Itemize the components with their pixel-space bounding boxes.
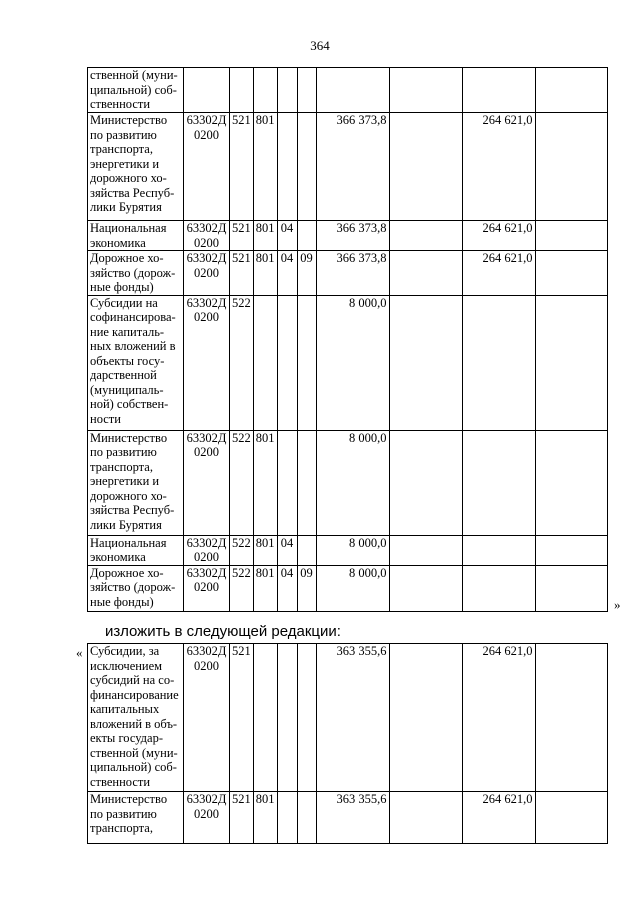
amount-2-cell	[389, 535, 462, 565]
amount-4-cell	[535, 251, 607, 296]
administrator-code-cell	[253, 68, 277, 113]
amount-1-cell	[316, 68, 389, 113]
amount-4-cell	[535, 644, 607, 792]
budget-table-amended	[87, 643, 608, 844]
subsection-cell	[297, 792, 316, 844]
target-article-cell: 63302Д 0200	[184, 295, 230, 430]
section-cell: 04	[277, 221, 297, 251]
row-name-cell: Национальная экономика	[88, 535, 184, 565]
amount-3-cell: 264 621,0	[462, 113, 535, 221]
table-row	[88, 295, 608, 430]
amount-3-cell: 264 621,0	[462, 251, 535, 296]
section-cell	[277, 792, 297, 844]
page-number: 364	[310, 38, 330, 53]
amount-1-cell: 8 000,0	[316, 295, 389, 430]
section-cell: 04	[277, 565, 297, 611]
administrator-code-cell: 801	[253, 251, 277, 296]
administrator-code-cell: 801	[253, 221, 277, 251]
administrator-code-cell: 801	[253, 535, 277, 565]
expense-type-cell: 521	[230, 221, 254, 251]
target-article-cell: 63302Д 0200	[184, 565, 230, 611]
amount-4-cell	[535, 430, 607, 535]
section-cell: 04	[277, 535, 297, 565]
amount-3-cell	[462, 430, 535, 535]
target-article-cell: 63302Д 0200	[184, 644, 230, 792]
expense-type-cell: 522	[230, 535, 254, 565]
subsection-cell	[297, 221, 316, 251]
administrator-code-cell	[253, 644, 277, 792]
amount-2-cell	[389, 565, 462, 611]
administrator-code-cell: 801	[253, 792, 277, 844]
table-row	[88, 792, 608, 844]
row-name-cell: Субсидии на софинансирова-ние капиталь-ных вложений в объекты госу-дарственной (муниципаль-ной) собствен-ности	[88, 295, 184, 430]
administrator-code-cell: 801	[253, 565, 277, 611]
table-row	[88, 68, 608, 113]
amount-1-cell: 366 373,8	[316, 113, 389, 221]
expense-type-cell: 522	[230, 565, 254, 611]
amount-1-cell: 366 373,8	[316, 251, 389, 296]
amount-3-cell: 264 621,0	[462, 792, 535, 844]
row-name-cell: Национальная экономика	[88, 221, 184, 251]
amount-3-cell	[462, 68, 535, 113]
amount-4-cell	[535, 535, 607, 565]
section-cell	[277, 295, 297, 430]
closing-quote-mark: »	[614, 597, 621, 612]
expense-type-cell: 522	[230, 295, 254, 430]
expense-type-cell	[230, 68, 254, 113]
table-row	[88, 113, 608, 221]
section-cell	[277, 113, 297, 221]
amount-2-cell	[389, 430, 462, 535]
expense-type-cell: 521	[230, 644, 254, 792]
target-article-cell: 63302Д 0200	[184, 535, 230, 565]
amount-2-cell	[389, 68, 462, 113]
amount-3-cell	[462, 535, 535, 565]
expense-type-cell: 521	[230, 113, 254, 221]
amount-4-cell	[535, 221, 607, 251]
amount-1-cell: 363 355,6	[316, 644, 389, 792]
section-cell	[277, 644, 297, 792]
amount-4-cell	[535, 792, 607, 844]
subsection-cell: 09	[297, 565, 316, 611]
amount-2-cell	[389, 113, 462, 221]
table-row	[88, 644, 608, 792]
table-row	[88, 251, 608, 296]
subsection-cell	[297, 644, 316, 792]
amount-3-cell: 264 621,0	[462, 221, 535, 251]
amount-4-cell	[535, 565, 607, 611]
expense-type-cell: 522	[230, 430, 254, 535]
amount-2-cell	[389, 792, 462, 844]
table-row	[88, 221, 608, 251]
expense-type-cell: 521	[230, 251, 254, 296]
amount-3-cell	[462, 565, 535, 611]
amount-1-cell: 363 355,6	[316, 792, 389, 844]
target-article-cell: 63302Д 0200	[184, 792, 230, 844]
subsection-cell	[297, 535, 316, 565]
row-name-cell: Министерство по развитию транспорта, энергетики и дорожного хо-зяйства Респуб-лики Бурятия	[88, 430, 184, 535]
row-name-cell: Министерство по развитию транспорта, энергетики и дорожного хо-зяйства Респуб-лики Бурятия	[88, 113, 184, 221]
target-article-cell: 63302Д 0200	[184, 430, 230, 535]
subsection-cell	[297, 295, 316, 430]
amount-4-cell	[535, 295, 607, 430]
amount-2-cell	[389, 221, 462, 251]
amount-2-cell	[389, 644, 462, 792]
amendment-instruction: изложить в следующей редакции:	[105, 623, 341, 640]
amount-3-cell: 264 621,0	[462, 644, 535, 792]
row-name-cell: Дорожное хо-зяйство (дорож-ные фонды)	[88, 251, 184, 296]
budget-table-original	[87, 67, 608, 612]
table-row	[88, 535, 608, 565]
amount-2-cell	[389, 251, 462, 296]
target-article-cell: 63302Д 0200	[184, 113, 230, 221]
target-article-cell: 63302Д 0200	[184, 251, 230, 296]
amount-4-cell	[535, 113, 607, 221]
administrator-code-cell	[253, 295, 277, 430]
target-article-cell: 63302Д 0200	[184, 221, 230, 251]
target-article-cell	[184, 68, 230, 113]
amount-1-cell: 8 000,0	[316, 565, 389, 611]
subsection-cell	[297, 113, 316, 221]
expense-type-cell: 521	[230, 792, 254, 844]
administrator-code-cell: 801	[253, 430, 277, 535]
amount-4-cell	[535, 68, 607, 113]
row-name-cell: Дорожное хо-зяйство (дорож-ные фонды)	[88, 565, 184, 611]
subsection-cell	[297, 430, 316, 535]
amount-1-cell: 8 000,0	[316, 535, 389, 565]
opening-quote-mark: «	[76, 645, 83, 660]
row-name-cell: Министерство по развитию транспорта,	[88, 792, 184, 844]
administrator-code-cell: 801	[253, 113, 277, 221]
amount-3-cell	[462, 295, 535, 430]
subsection-cell: 09	[297, 251, 316, 296]
amount-1-cell: 366 373,8	[316, 221, 389, 251]
amount-2-cell	[389, 295, 462, 430]
section-cell: 04	[277, 251, 297, 296]
section-cell	[277, 68, 297, 113]
amount-1-cell: 8 000,0	[316, 430, 389, 535]
table-row	[88, 430, 608, 535]
table-row	[88, 565, 608, 611]
row-name-cell: Субсидии, за исключением субсидий на со-финансирование капитальных вложений в объ-екты государ-ственной (муни-ципальной) соб-ственности	[88, 644, 184, 792]
row-name-cell: ственной (муни-ципальной) соб-ственности	[88, 68, 184, 113]
subsection-cell	[297, 68, 316, 113]
section-cell	[277, 430, 297, 535]
